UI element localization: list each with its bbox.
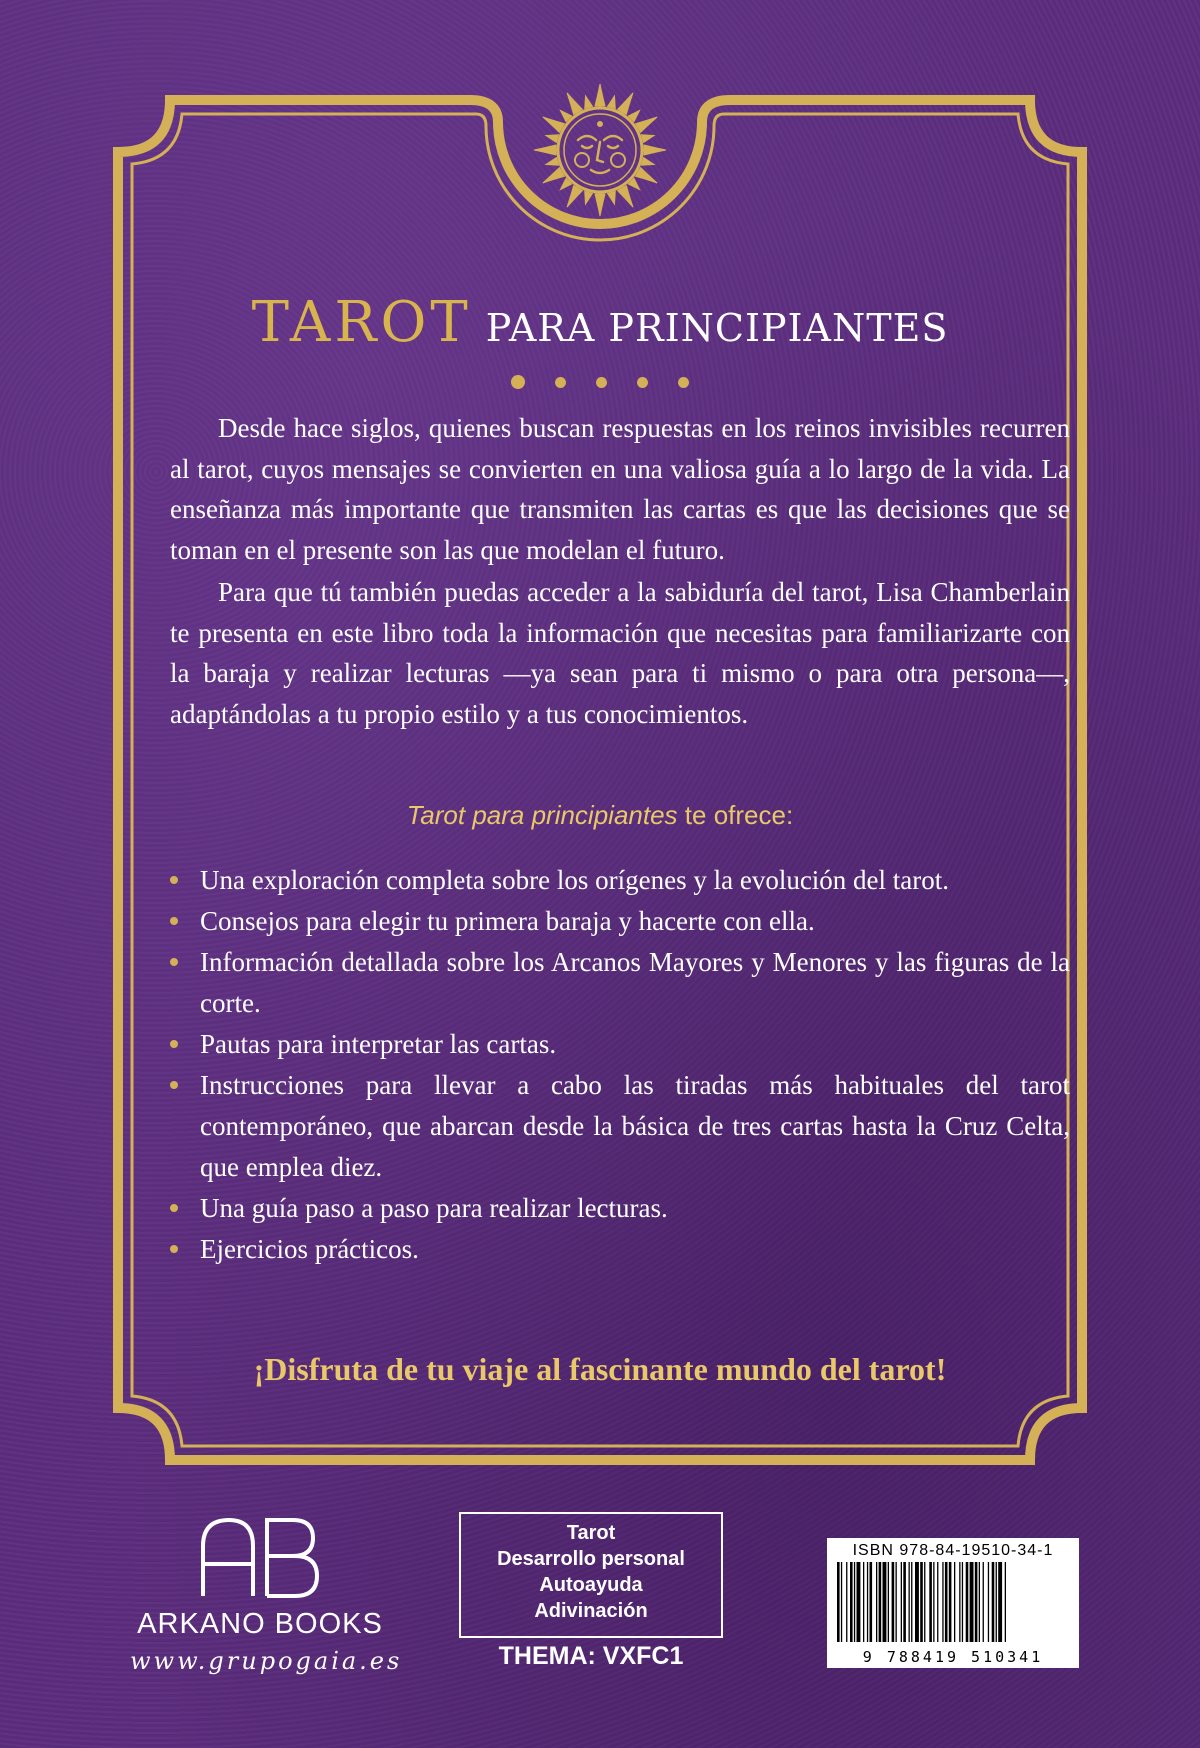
category-box xyxy=(459,1512,723,1638)
list-item-text: Consejos para elegir tu primera baraja y hacerte con ella. xyxy=(200,906,815,936)
list-item xyxy=(170,1229,1070,1270)
thema-code: THEMA: VXFC1 xyxy=(498,1642,684,1670)
publisher-website: www.grupogaia.es xyxy=(130,1647,403,1675)
description xyxy=(170,408,1070,736)
category-item: Tarot xyxy=(566,1522,616,1544)
list-item-text: Pautas para interpretar las cartas. xyxy=(200,1029,557,1059)
category-item: Autoayuda xyxy=(539,1574,643,1596)
dot-icon xyxy=(555,377,566,388)
bullet-icon xyxy=(170,917,178,925)
feature-list xyxy=(170,860,1070,1270)
list-item-text: Instrucciones para llevar a cabo las tiradas más habituales del tarot contemporáneo, que abarcan desde la básica de tres cartas hasta la Cruz Celta, que emplea diez. xyxy=(200,1070,1070,1182)
publisher-name: ARKANO BOOKS xyxy=(137,1608,383,1640)
bullet-icon xyxy=(170,1204,178,1212)
dot-icon xyxy=(678,377,689,388)
barcode-number: 9 788419 510341 xyxy=(862,1648,1044,1666)
ab-monogram-icon xyxy=(195,1516,325,1598)
isbn-label: ISBN 978-84-19510-34-1 xyxy=(852,1542,1054,1559)
bullet-icon xyxy=(170,1245,178,1253)
list-item-text: Una guía paso a paso para realizar lecturas. xyxy=(200,1193,668,1223)
publisher-logo xyxy=(130,1516,403,1675)
list-item-text: Una exploración completa sobre los orígenes y la evolución del tarot. xyxy=(200,865,950,895)
dot-icon xyxy=(511,375,525,389)
title-tarot: TAROT xyxy=(251,290,472,355)
list-item xyxy=(170,1024,1070,1065)
list-item xyxy=(170,901,1070,942)
closing-line: ¡Disfruta de tu viaje al fascinante mundo del tarot! xyxy=(253,1351,947,1387)
sun-face-icon xyxy=(534,84,666,216)
isbn-barcode xyxy=(827,1538,1079,1668)
offers-rest: te ofrece: xyxy=(677,800,794,830)
bullet-icon xyxy=(170,958,178,966)
bullet-icon xyxy=(170,1040,178,1048)
book-title xyxy=(0,290,1200,355)
bullet-icon xyxy=(170,1081,178,1089)
barcode-bars-icon xyxy=(833,1562,1073,1642)
list-item xyxy=(170,1065,1070,1188)
list-item xyxy=(170,942,1070,1024)
dot-icon xyxy=(596,377,607,388)
list-item xyxy=(170,1188,1070,1229)
decorative-dots xyxy=(0,374,1200,393)
category-item: Adivinación xyxy=(534,1600,648,1622)
list-item-text: Información detallada sobre los Arcanos Mayores y Menores y las figuras de la corte. xyxy=(200,947,1070,1018)
title-subtitle: PARA PRINCIPIANTES xyxy=(485,306,949,350)
paragraph: Para que tú también puedas acceder a la sabiduría del tarot, Lisa Chamberlain te presenta en este libro toda la información que necesitas para familiarizarte con la baraja y realizar lecturas —ya sean para ti mismo o para otra persona—, adaptándolas a tu propio estilo y a tus conocimientos. xyxy=(170,577,1070,729)
list-item xyxy=(170,860,1070,901)
category-item: Desarrollo personal xyxy=(497,1548,685,1570)
list-item-text: Ejercicios prácticos. xyxy=(200,1234,419,1264)
offers-italic: Tarot para principiantes xyxy=(406,800,678,830)
offers-heading xyxy=(0,800,1200,831)
paragraph: Desde hace siglos, quienes buscan respuestas en los reinos invisibles recurren al tarot, cuyos mensajes se convierten en una valiosa guía a lo largo de la vida. La enseñanza más importante que transmiten las cartas es que las decisiones que se toman en el presente son las que modelan el futuro. xyxy=(170,413,1070,565)
bullet-icon xyxy=(170,876,178,884)
dot-icon xyxy=(637,377,648,388)
